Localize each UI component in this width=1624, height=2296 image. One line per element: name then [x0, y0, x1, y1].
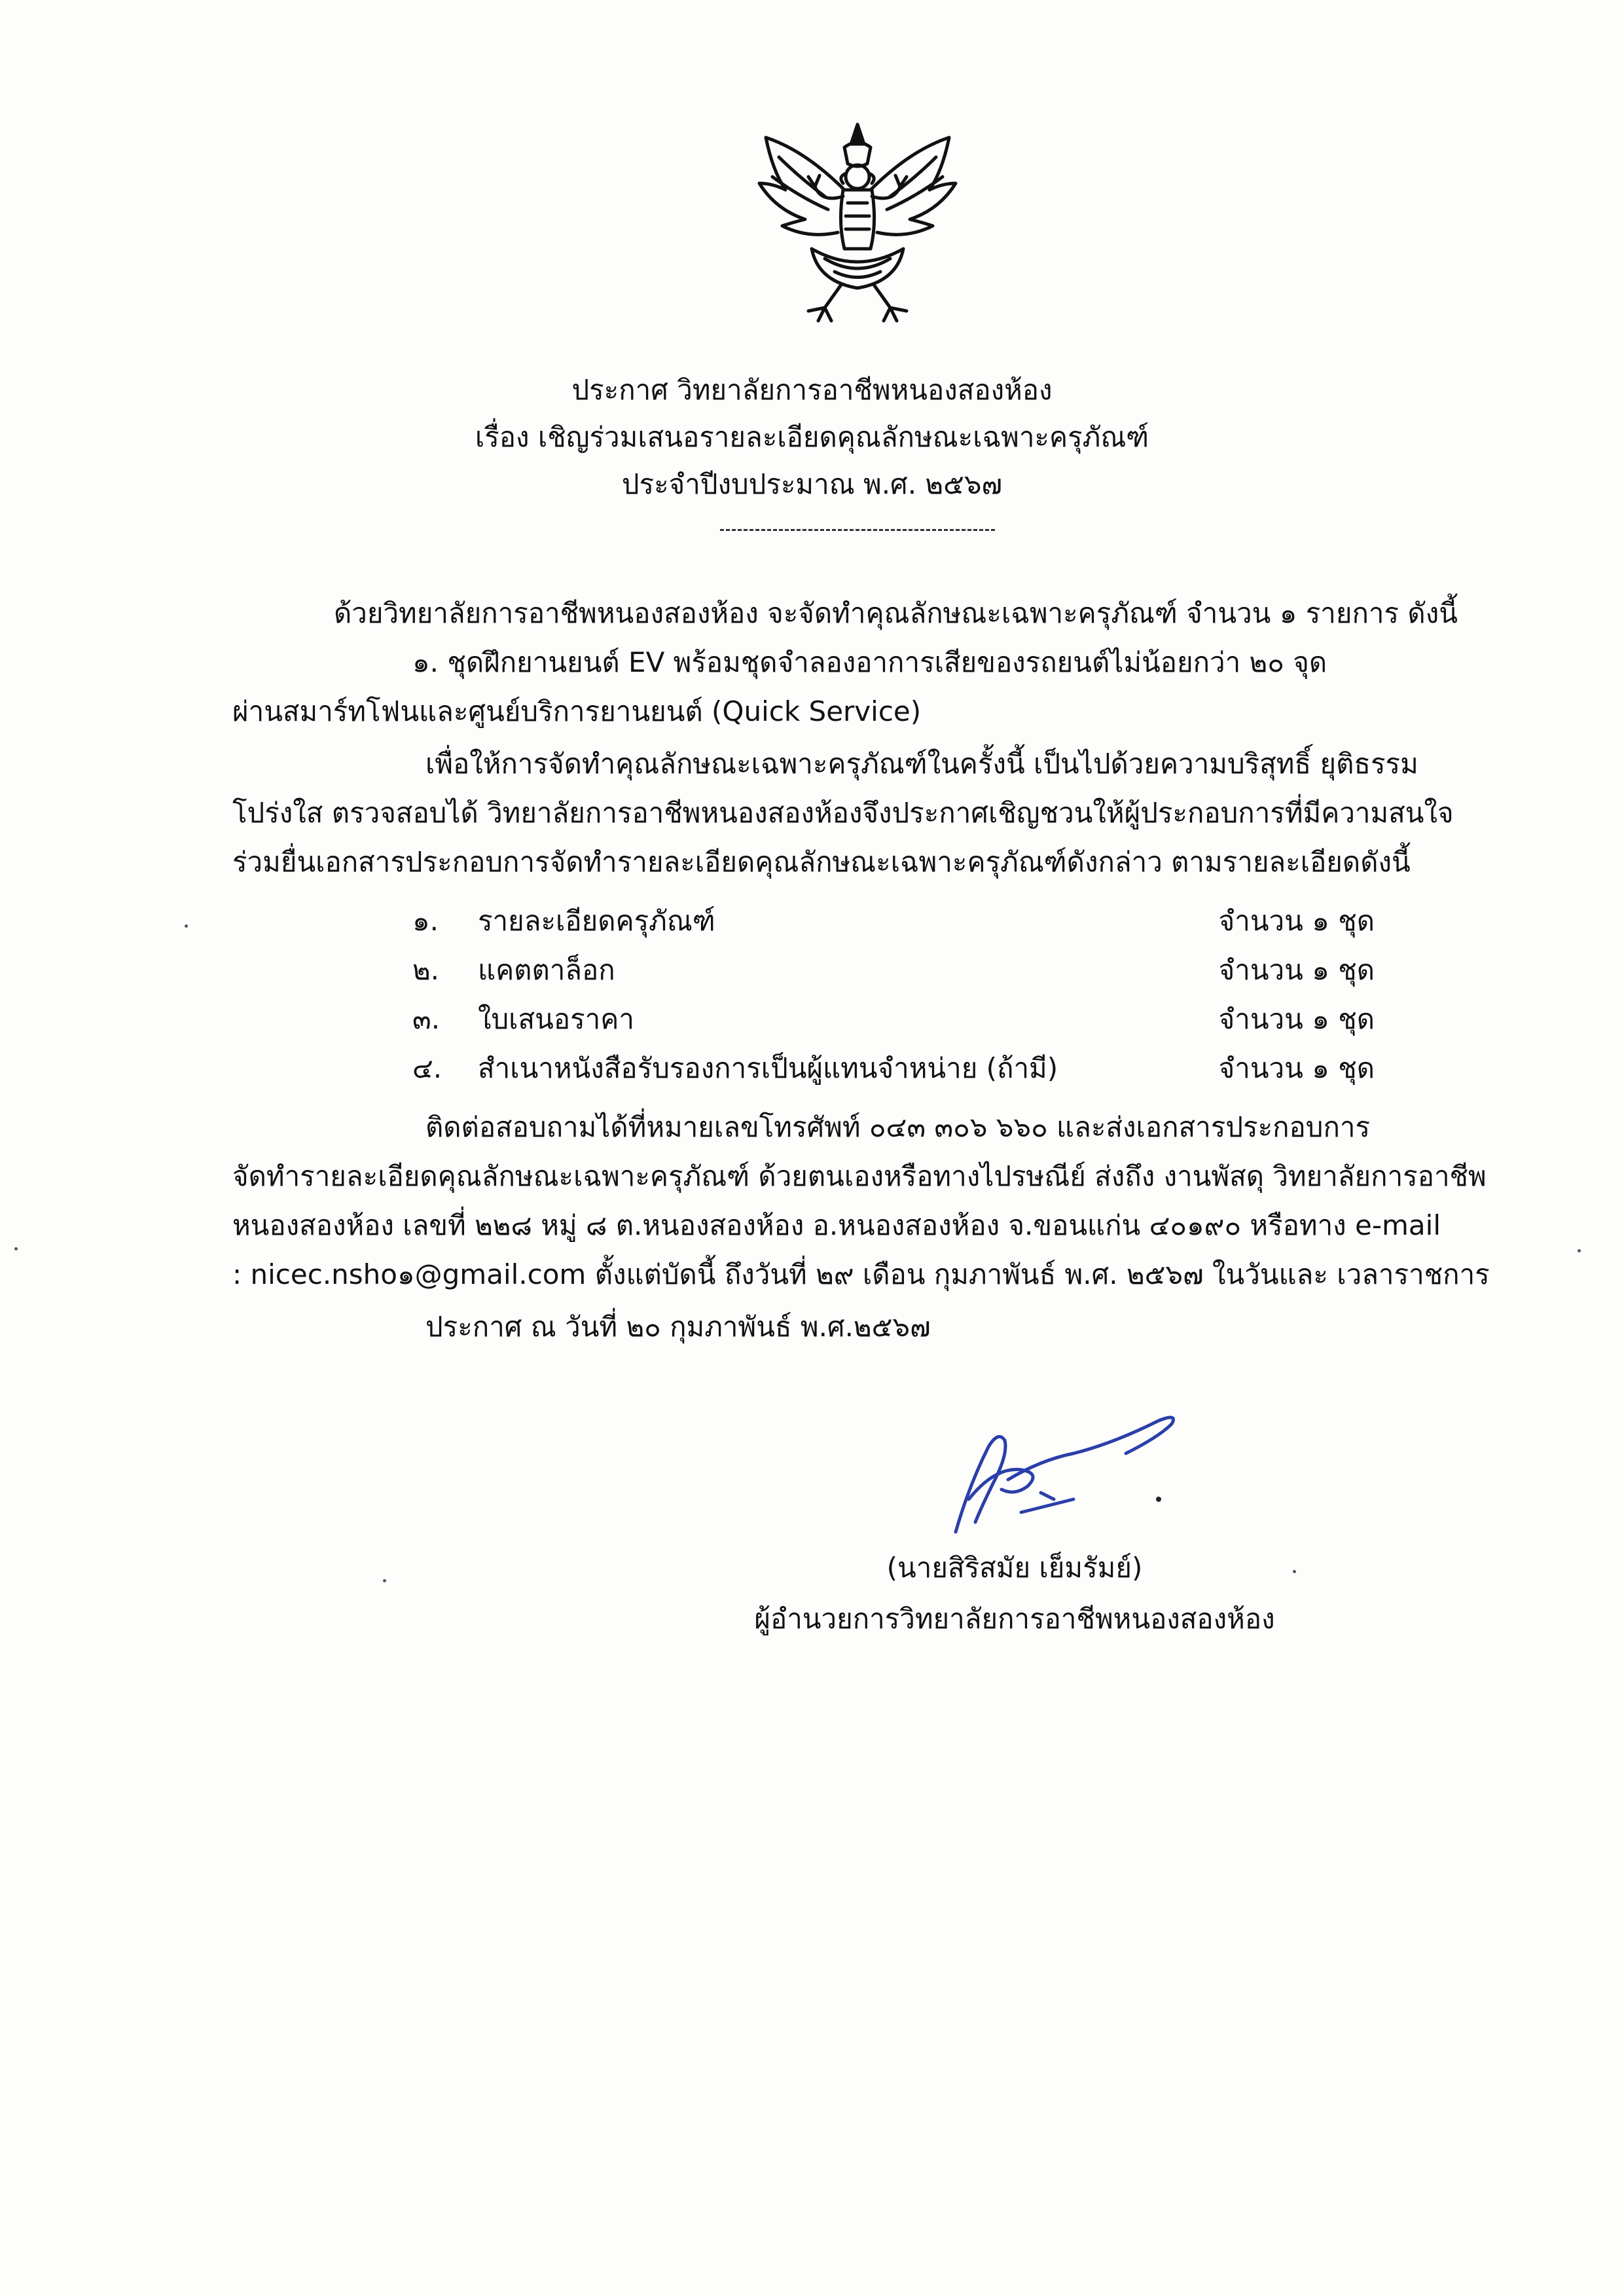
- list-item-quantity: จำนวน ๑ ชุด: [1218, 1052, 1375, 1084]
- scan-speck: [383, 1579, 386, 1582]
- list-item-number: ๑.: [412, 905, 439, 937]
- list-item: [412, 1044, 1375, 1093]
- list-item-quantity: จำนวน ๑ ชุด: [1218, 1003, 1375, 1035]
- list-item-text: แคตตาล็อก: [478, 954, 615, 986]
- signatory-name: (นายสิริสมัย เย็มรัมย์): [886, 1552, 1143, 1584]
- purpose-line3: ร่วมยื่นเอกสารประกอบการจัดทำรายละเอียดคุณลักษณะเฉพาะครุภัณฑ์ดังกล่าว ตามรายละเอียดดังนี้: [232, 846, 1411, 878]
- contact-line2: จัดทำรายละเอียดคุณลักษณะเฉพาะครุภัณฑ์ ด้วยตนเองหรือทางไปรษณีย์ ส่งถึง งานพัสดุ วิทยาลัยการอาชีพ: [232, 1160, 1487, 1192]
- list-item: [412, 995, 1375, 1044]
- purpose-line1: เพื่อให้การจัดทำคุณลักษณะเฉพาะครุภัณฑ์ในครั้งนี้ เป็นไปด้วยความบริสุทธิ์ ยุติธรรม: [425, 748, 1418, 780]
- list-item-number: ๓.: [412, 1003, 441, 1035]
- purpose-line2: โปร่งใส ตรวจสอบได้ วิทยาลัยการอาชีพหนองสองห้องจึงประกาศเชิญชวนให้ผู้ประกอบการที่มีความสนใจ: [232, 797, 1454, 829]
- announcement-header: [0, 367, 1624, 508]
- item1-line2: ผ่านสมาร์ทโฟนและศูนย์บริการยานยนต์ (Quick Service): [232, 695, 922, 727]
- item1-line1: ๑. ชุดฝึกยานยนต์ EV พร้อมชุดจำลองอาการเสียของรถยนต์ไม่น้อยกว่า ๒๐ จุด: [412, 646, 1327, 678]
- garuda-emblem-icon: [746, 111, 969, 334]
- handwritten-signature: [943, 1408, 1191, 1539]
- contact-line1: ติดต่อสอบถามได้ที่หมายเลขโทรศัพท์ ๐๔๓ ๓๐๖ ๖๖๐ และส่งเอกสารประกอบการ: [425, 1111, 1371, 1143]
- list-item-text: รายละเอียดครุภัณฑ์: [478, 905, 715, 937]
- scan-speck: [14, 1247, 18, 1250]
- header-issuer: ประกาศ วิทยาลัยการอาชีพหนองสองห้อง: [571, 374, 1053, 406]
- list-item-text: ใบเสนอราคา: [478, 1003, 634, 1035]
- header-divider: [720, 529, 995, 531]
- header-subject: เรื่อง เชิญร่วมเสนอรายละเอียดคุณลักษณะเฉพาะครุภัณฑ์: [475, 421, 1149, 453]
- contact-line3: หนองสองห้อง เลขที่ ๒๒๘ หมู่ ๘ ต.หนองสองห้อง อ.หนองสองห้อง จ.ขอนแก่น ๔๐๑๙๐ หรือทาง e-mail: [232, 1209, 1441, 1241]
- scan-speck: [1578, 1249, 1581, 1252]
- list-item-text: สำเนาหนังสือรับรองการเป็นผู้แทนจำหน่าย (ถ้ามี): [478, 1052, 1058, 1084]
- header-fiscal-year: ประจำปีงบประมาณ พ.ศ. ๒๕๖๗: [621, 468, 1003, 500]
- announce-date: ประกาศ ณ วันที่ ๒๐ กุมภาพันธ์ พ.ศ.๒๕๖๗: [425, 1311, 931, 1343]
- list-item-number: ๒.: [412, 954, 440, 986]
- list-item: [412, 897, 1375, 945]
- signatory-title: ผู้อำนวยการวิทยาลัยการอาชีพหนองสองห้อง: [754, 1603, 1275, 1635]
- list-item-number: ๔.: [412, 1052, 442, 1084]
- contact-line4: : nicec.nsho๑@gmail.com ตั้งแต่บัดนี้ ถึงวันที่ ๒๙ เดือน กุมภาพันธ์ พ.ศ. ๒๕๖๗ ในวันและ เวลาราชการ: [232, 1258, 1490, 1290]
- list-item: [412, 946, 1375, 994]
- list-item-quantity: จำนวน ๑ ชุด: [1218, 954, 1375, 986]
- list-item-quantity: จำนวน ๑ ชุด: [1218, 905, 1375, 937]
- scan-speck: [185, 924, 188, 928]
- intro-paragraph: ด้วยวิทยาลัยการอาชีพหนองสองห้อง จะจัดทำคุณลักษณะเฉพาะครุภัณฑ์ จำนวน ๑ รายการ ดังนี้: [334, 597, 1458, 629]
- scan-speck: [1293, 1570, 1296, 1573]
